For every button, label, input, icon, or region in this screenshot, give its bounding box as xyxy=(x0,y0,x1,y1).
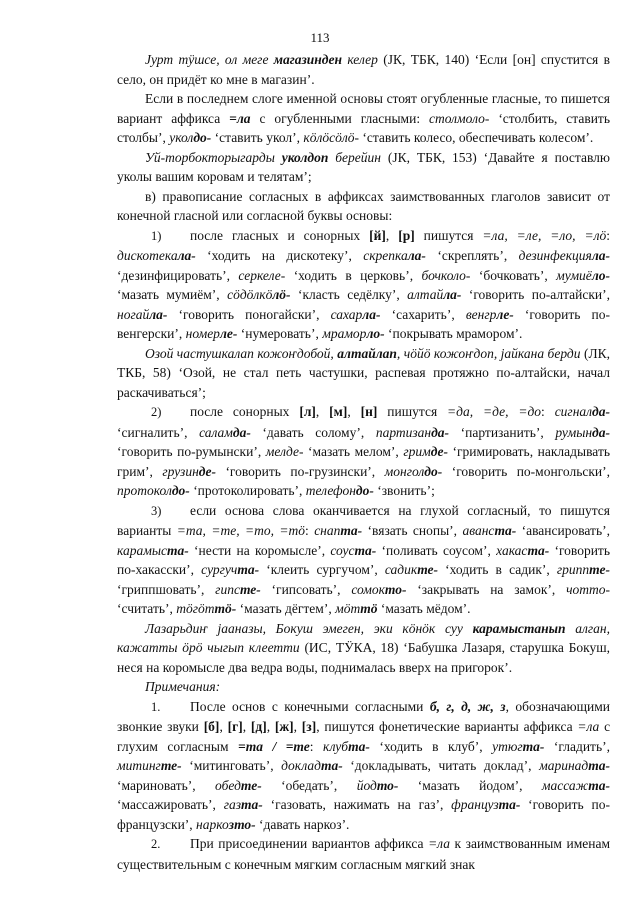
text-run: в) правописание согласных в аффиксах заимствованных глаголов зависит от конечной гласной или согласной буквы основы: xyxy=(117,188,610,223)
text-run: сомок xyxy=(351,581,385,597)
text-run: ‘дезинфицировать’, xyxy=(117,267,239,283)
text-run: те- xyxy=(417,562,439,577)
text-run: [й] xyxy=(369,227,386,243)
text-run: ла- xyxy=(149,306,168,322)
text-run: Јурт тӱшсе, ол меге xyxy=(145,52,274,67)
text-run: б, г, д, ж, з xyxy=(429,698,506,714)
text-run: номер xyxy=(185,326,220,341)
text-run: та- xyxy=(320,758,343,773)
text-run: , xyxy=(219,719,228,734)
text-run: мрамор xyxy=(322,326,367,341)
text-run: митинг xyxy=(117,758,161,773)
list-number: 1. xyxy=(151,699,161,714)
text-run: [м] xyxy=(329,404,348,419)
text-run: с глухим согласным xyxy=(117,719,611,754)
text-run: , xyxy=(293,719,302,734)
list-item xyxy=(117,501,610,619)
text-run: =ла xyxy=(229,110,251,126)
paragraph xyxy=(117,148,610,187)
text-run: партизан xyxy=(375,424,432,440)
text-run: телефон xyxy=(305,483,356,498)
text-run: карамыс xyxy=(117,542,167,558)
text-run: [р] xyxy=(398,227,415,243)
text-run: француз xyxy=(451,797,499,812)
text-run: : xyxy=(606,227,610,243)
text-run: ‘мазать мумиём’, xyxy=(117,287,228,302)
page-number: 113 xyxy=(310,30,330,45)
text-run: чотто- xyxy=(566,581,610,597)
text-run: ‘звонить’; xyxy=(373,483,435,498)
text-run: ‘гипсовать’, xyxy=(260,581,352,597)
text-run: ‘мазать мелом’, xyxy=(303,444,404,459)
text-run: дезинфекция xyxy=(518,248,592,263)
text-run: ‘говорить по-румынски’, xyxy=(117,444,266,459)
text-run: После основ с конечными согласными xyxy=(190,698,430,714)
text-run: =та / =те xyxy=(238,738,310,754)
text-run: ‘говорить по-французски’, xyxy=(117,797,610,832)
text-run: массаж xyxy=(541,777,589,793)
text-run: до- xyxy=(171,483,190,498)
text-run: укол xyxy=(169,130,194,145)
text-run: после гласных и сонорных xyxy=(190,227,370,243)
text-run: ‘класть седёлку’, xyxy=(290,287,408,302)
text-run: де- xyxy=(430,444,448,459)
text-run: ла- xyxy=(591,248,610,263)
text-run: венгр xyxy=(465,306,497,322)
text-run: столмоло- xyxy=(429,110,490,126)
text-run: ‘массажировать’, xyxy=(117,797,224,812)
text-run: обед xyxy=(215,777,241,793)
paragraph xyxy=(117,89,610,148)
text-run: , xyxy=(242,719,251,734)
text-run: =ла, =ле, =ло, =лӧ xyxy=(482,227,607,243)
text-run: ‘говорить по-монгольски’, xyxy=(442,463,610,479)
text-run: алган, кажатты ӧрӧ чыгып клеетти xyxy=(117,620,610,655)
text-run: ‘мазать дёгтем’, xyxy=(236,601,336,616)
example-paragraph xyxy=(117,344,610,403)
text-run: дискотека xyxy=(117,248,178,263)
text-run: тӧ- xyxy=(214,601,237,616)
text-run: да- xyxy=(592,424,610,440)
text-run: келер xyxy=(341,52,378,67)
text-run: ло- xyxy=(366,326,385,341)
text-run: , пишутся фонетические варианты аффикса xyxy=(316,719,578,734)
text-run: ‘бочковать’, xyxy=(470,267,557,283)
text-run: магазинден xyxy=(273,52,342,67)
text-run: зто- xyxy=(228,816,256,832)
example-paragraph xyxy=(117,619,610,678)
text-run: аванс xyxy=(462,523,495,538)
text-run: ле- xyxy=(219,326,238,341)
text-run: да- xyxy=(431,424,450,440)
text-run: гипс xyxy=(215,581,240,597)
text-run: де- xyxy=(198,463,216,479)
text-run: утюг xyxy=(492,738,523,754)
text-run: =да, =де, =до xyxy=(447,404,542,419)
text-run: та- xyxy=(588,758,610,773)
notes-heading xyxy=(117,677,610,697)
text-run: ногай xyxy=(117,306,150,322)
text-run: ‘ходить в клуб’, xyxy=(369,738,493,754)
text-run: та- xyxy=(527,542,550,558)
text-run: ла- xyxy=(407,248,426,263)
text-run: да- xyxy=(232,424,251,440)
text-run: ‘говорить по-грузински’, xyxy=(215,463,385,479)
text-run: да- xyxy=(592,404,610,419)
list-number: 2. xyxy=(151,837,161,851)
text-run: (ЈК, ТБК, 153) ‘Давайте я поставлю уколы вашим коровам и телятам’; xyxy=(117,149,610,184)
text-run: йод xyxy=(356,777,377,793)
text-run: ‘закрывать на замок’, xyxy=(406,581,567,597)
text-run: та- xyxy=(241,797,263,812)
text-run: ‘ходить в церковь’, xyxy=(285,267,422,283)
text-run: =ла xyxy=(577,719,600,734)
text-run: ‘покрывать мрамором’. xyxy=(384,326,523,341)
text-run: : xyxy=(305,523,315,538)
text-run: салам xyxy=(199,424,233,440)
text-run: та- xyxy=(340,523,363,538)
list-number: 2) xyxy=(151,405,162,419)
text-run: хакас xyxy=(496,542,528,558)
text-run: Уй-торбокторыгарды xyxy=(145,149,282,165)
text-run: тӧгӧт xyxy=(176,601,215,616)
text-run: сургуч xyxy=(201,562,238,577)
text-run: та- xyxy=(588,777,610,793)
text-run: ‘ставить укол’, xyxy=(211,130,304,145)
text-run: доклад xyxy=(281,758,321,773)
text-run: (ЈК, ТБК, 140) ‘Если [он] спустится в село, он придёт ко мне в магазин’. xyxy=(117,52,610,87)
text-run: карамыстанып xyxy=(472,620,566,636)
text-run: , обозначающими звонкие звуки xyxy=(117,698,610,734)
text-run: ‘газовать, нажимать на газ’, xyxy=(262,797,452,812)
text-run: сахар xyxy=(330,306,363,322)
text-run: [л] xyxy=(299,404,316,419)
text-run: =ла xyxy=(428,836,450,851)
text-run: ‘авансировать’, xyxy=(516,523,610,538)
text-run: [д] xyxy=(250,719,267,734)
text-run: мелде- xyxy=(265,444,304,459)
text-run: к заимствованным именам существительным с конечным мягким согласным мягкий знак xyxy=(117,836,610,872)
text-run: те- xyxy=(589,562,610,577)
text-run: до- xyxy=(424,463,443,479)
text-run: , xyxy=(315,404,330,419)
text-run: ‘ходить на дискотеку’, xyxy=(195,248,364,263)
text-run: ла- xyxy=(443,287,462,302)
text-run: румын xyxy=(555,424,593,440)
text-run: те- xyxy=(160,758,182,773)
text-run: (ЛК, ТКБ, 58) ‘Озой, не стал петь частушки, распевая протяжно по-алтайски, начал раскачиваться’; xyxy=(117,345,610,400)
text-run: тӧ xyxy=(360,601,378,616)
text-run: ‘говорить поногайски’, xyxy=(167,306,331,322)
text-run: лӧ- xyxy=(272,287,291,302)
text-run: сигнал xyxy=(554,404,593,419)
text-run: ‘поливать соусом’, xyxy=(376,542,497,558)
text-run: те- xyxy=(239,581,261,597)
text-run: пишутся xyxy=(414,227,483,243)
text-run: маринад xyxy=(539,758,589,773)
text-run: соус xyxy=(330,542,355,558)
text-run: ‘мазать йодом’, xyxy=(398,777,542,793)
text-run: , чӧйӧ кожоҥдоп, јайкана берди xyxy=(396,345,581,361)
text-run: [н] xyxy=(360,404,378,419)
text-run: та- xyxy=(522,738,545,754)
text-run: : xyxy=(309,738,324,754)
text-run: ‘гриппшовать’, xyxy=(117,581,216,597)
text-run: Примечания: xyxy=(145,679,221,694)
text-run: если основа слова оканчивается на глухой согласный, то пишутся варианты xyxy=(117,502,610,538)
text-run: монгол xyxy=(384,463,425,479)
text-run: ‘мариновать’, xyxy=(117,777,216,793)
text-run: грузин xyxy=(162,463,199,479)
text-run: , xyxy=(347,404,361,419)
note-item xyxy=(117,834,610,874)
note-item xyxy=(117,697,610,835)
text-run: ‘сахарить’, xyxy=(380,306,466,322)
text-run: те- xyxy=(240,777,262,793)
text-run: нарко xyxy=(196,816,229,832)
text-run: бочколо- xyxy=(421,267,471,283)
text-run: При присоединении вариантов аффикса xyxy=(190,836,429,851)
text-run: ‘вязать снопы’, xyxy=(362,523,463,538)
text-run: , xyxy=(385,227,399,243)
text-run: та- xyxy=(348,738,370,754)
text-run: мӧт xyxy=(335,601,361,616)
text-run: ‘нести на коромысле’, xyxy=(188,542,331,558)
text-run: ‘клеить сургучом’, xyxy=(259,562,385,577)
text-run: : xyxy=(541,404,555,419)
list-number: 1) xyxy=(151,228,162,243)
text-run: ‘гладить’, xyxy=(544,738,610,754)
text-run: то- xyxy=(384,581,407,597)
text-run: Озой частушкалап кожоҥдобой, xyxy=(145,345,338,361)
text-run: до- xyxy=(193,130,212,145)
list-item xyxy=(117,402,610,501)
text-run: садик xyxy=(384,562,418,577)
text-run: до- xyxy=(355,483,374,498)
text-run: то- xyxy=(376,777,399,793)
text-run: алтайлап xyxy=(337,345,397,361)
text-run: та- xyxy=(237,562,260,577)
text-run: ла- xyxy=(177,248,196,263)
text-run: ‘считать’, xyxy=(117,601,177,616)
text-run: сӧдӧлкӧ xyxy=(227,287,273,302)
text-run: та- xyxy=(354,542,377,558)
text-run: ‘давать солому’, xyxy=(250,424,376,440)
text-run: ‘ходить в садик’, xyxy=(438,562,557,577)
text-run: газ xyxy=(223,797,242,812)
text-run: ‘митинговать’, xyxy=(181,758,282,773)
text-run: (ИС, ТӰКА, 18) ‘Бабушка Лазаря, старушка Бокуш, неся на коромысле два ведра воды, поднималась вверх на пригорок’. xyxy=(117,640,611,675)
paragraph xyxy=(117,187,610,226)
text-run: ‘партизанить’, xyxy=(449,424,556,440)
text-run: ‘мазать мёдом’. xyxy=(377,601,471,616)
text-run: [б] xyxy=(203,719,220,734)
text-run: ‘докладывать, читать доклад’, xyxy=(342,758,540,773)
text-run: протокол xyxy=(117,483,172,498)
text-run: грипп xyxy=(556,562,590,577)
text-run: ‘говорить по-алтайски’, xyxy=(461,287,610,302)
text-run: грим xyxy=(403,444,431,459)
text-run: ‘столбить, ставить столбы’, xyxy=(117,110,610,145)
text-run: та- xyxy=(494,523,517,538)
text-run: ‘гримировать, накладывать грим’, xyxy=(117,444,610,479)
text-run: ‘сигналить’, xyxy=(117,424,200,440)
text-run: мумиё xyxy=(556,267,592,283)
list-number: 3) xyxy=(151,503,162,518)
text-run: [г] xyxy=(227,719,243,734)
text-run: ‘протоколировать’, xyxy=(189,483,306,498)
text-run: ло- xyxy=(591,267,610,283)
text-run: Лазарьдиҥ јааназы, Бокуш эмеген, эки кӧнӧк суу xyxy=(145,620,473,636)
text-run: уколдоп xyxy=(281,149,329,165)
text-run: клуб xyxy=(323,738,349,754)
text-run: ‘говорить по-хакасски’, xyxy=(117,542,610,577)
text-run: та- xyxy=(498,797,521,812)
text-run: та- xyxy=(166,542,189,558)
text-run: снап xyxy=(314,523,341,538)
text-run: берейин xyxy=(328,149,381,165)
text-run: ‘нумеровать’, xyxy=(237,326,323,341)
text-run: , xyxy=(266,719,275,734)
list-item xyxy=(117,226,610,344)
text-run: ‘обедать’, xyxy=(261,777,357,793)
text-run: [ж] xyxy=(274,719,294,734)
text-run: пишутся xyxy=(377,404,448,419)
text-run: [з] xyxy=(301,719,317,734)
text-run: после сонорных xyxy=(190,404,300,419)
page-body xyxy=(117,50,610,874)
text-run: ле- xyxy=(496,306,514,322)
text-run: с огубленными гласными: xyxy=(250,110,430,126)
text-run: ‘давать наркоз’. xyxy=(255,816,350,832)
text-run: скрепка xyxy=(363,248,408,263)
text-run: ‘говорить по-венгерски’, xyxy=(117,306,610,341)
text-run: Если в последнем слоге именной основы стоят огубленные гласные, то пишется вариант аффикса xyxy=(117,91,610,126)
paragraph xyxy=(117,50,610,89)
text-run: ‘ставить колесо, обеспечивать колесом’. xyxy=(358,130,594,145)
text-run: кӧлӧсӧлӧ- xyxy=(303,130,359,145)
text-run: =та, =те, =то, =тӧ xyxy=(176,523,306,538)
text-run: ‘скреплять’, xyxy=(425,248,519,263)
text-run: алтай xyxy=(407,287,444,302)
text-run: серкеле- xyxy=(238,267,286,283)
text-run: ла- xyxy=(362,306,381,322)
